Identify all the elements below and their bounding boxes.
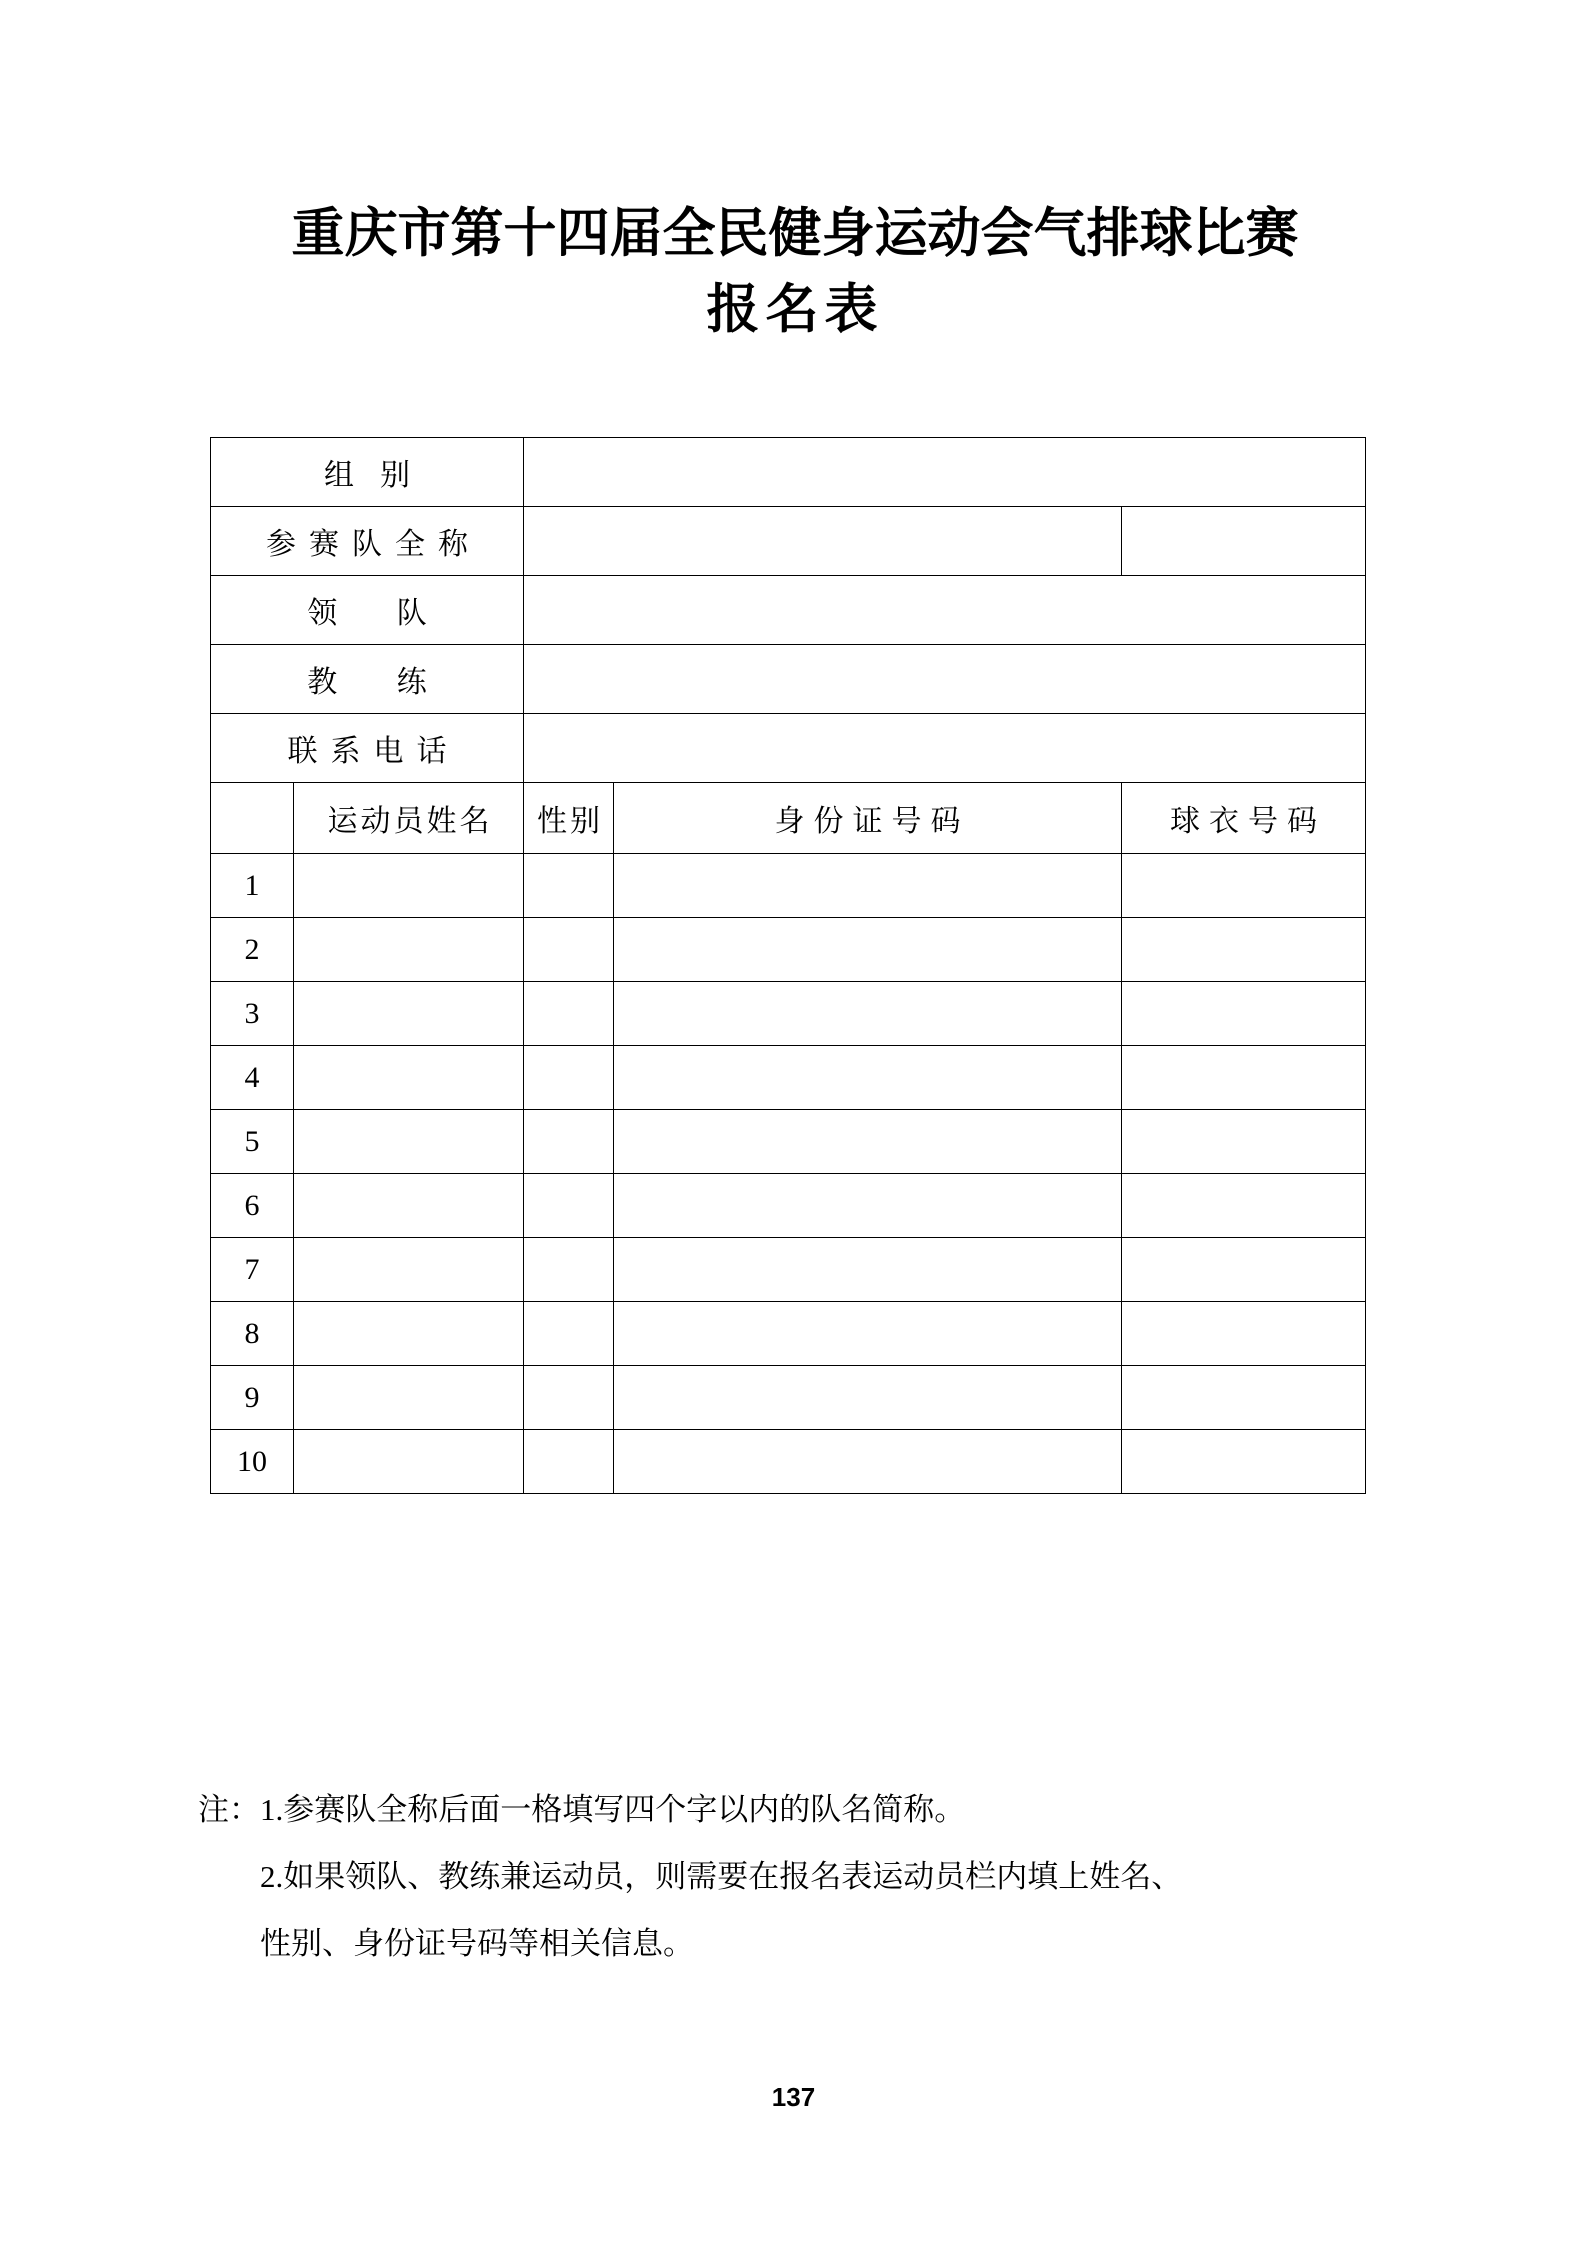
table-row (211, 918, 1366, 982)
field-group[interactable] (524, 438, 1366, 507)
cell-id-number[interactable] (614, 854, 1122, 918)
cell-jersey-number[interactable] (1122, 1366, 1366, 1430)
cell-gender[interactable] (524, 1366, 614, 1430)
cell-athlete-name[interactable] (294, 918, 524, 982)
cell-id-number[interactable] (614, 918, 1122, 982)
cell-athlete-name[interactable] (294, 982, 524, 1046)
cell-index: 9 (211, 1366, 294, 1430)
header-athlete-name: 运动员姓名 (294, 783, 524, 854)
cell-gender[interactable] (524, 1430, 614, 1494)
registration-form-table (210, 437, 1366, 1494)
cell-gender[interactable] (524, 1174, 614, 1238)
cell-index: 2 (211, 918, 294, 982)
note-line-2: 2.如果领队、教练兼运动员，则需要在报名表运动员栏内填上姓名、 (260, 1859, 1183, 1894)
cell-gender[interactable] (524, 1302, 614, 1366)
page-title (150, 196, 1440, 348)
cell-athlete-name[interactable] (294, 1430, 524, 1494)
note-line-1: 注：1.参赛队全称后面一格填写四个字以内的队名简称。 (198, 1792, 966, 1827)
table-row (211, 1366, 1366, 1430)
table-row (211, 1430, 1366, 1494)
cell-jersey-number[interactable] (1122, 854, 1366, 918)
cell-index: 10 (211, 1430, 294, 1494)
title-line-2: 报名表 (706, 281, 884, 339)
cell-jersey-number[interactable] (1122, 1302, 1366, 1366)
cell-gender[interactable] (524, 1046, 614, 1110)
form-row-team-leader (211, 576, 1366, 645)
title-line-1: 重庆市第十四届全民健身运动会气排球比赛 (291, 205, 1299, 263)
cell-jersey-number[interactable] (1122, 1174, 1366, 1238)
field-team-leader[interactable] (524, 576, 1366, 645)
table-row (211, 982, 1366, 1046)
cell-index: 3 (211, 982, 294, 1046)
header-jersey-number: 球衣号码 (1122, 783, 1366, 854)
cell-athlete-name[interactable] (294, 1238, 524, 1302)
table-row (211, 1302, 1366, 1366)
note-line-3: 性别、身份证号码等相关信息。 (260, 1926, 694, 1961)
cell-jersey-number[interactable] (1122, 1430, 1366, 1494)
cell-gender[interactable] (524, 982, 614, 1046)
cell-id-number[interactable] (614, 982, 1122, 1046)
cell-athlete-name[interactable] (294, 1302, 524, 1366)
field-contact-phone[interactable] (524, 714, 1366, 783)
cell-index: 7 (211, 1238, 294, 1302)
cell-jersey-number[interactable] (1122, 918, 1366, 982)
field-team-full-name[interactable] (524, 507, 1122, 576)
cell-index: 4 (211, 1046, 294, 1110)
table-row (211, 1174, 1366, 1238)
cell-id-number[interactable] (614, 1366, 1122, 1430)
cell-id-number[interactable] (614, 1302, 1122, 1366)
cell-gender[interactable] (524, 1110, 614, 1174)
table-row (211, 854, 1366, 918)
cell-gender[interactable] (524, 854, 614, 918)
cell-index: 8 (211, 1302, 294, 1366)
form-row-team-full-name (211, 507, 1366, 576)
notes-section (198, 1776, 1448, 1977)
cell-athlete-name[interactable] (294, 854, 524, 918)
cell-gender[interactable] (524, 918, 614, 982)
cell-athlete-name[interactable] (294, 1046, 524, 1110)
form-row-coach (211, 645, 1366, 714)
cell-id-number[interactable] (614, 1430, 1122, 1494)
header-id-number: 身份证号码 (614, 783, 1122, 854)
cell-id-number[interactable] (614, 1238, 1122, 1302)
label-team-full-name: 参赛队全称 (211, 507, 524, 576)
cell-index: 5 (211, 1110, 294, 1174)
form-row-group (211, 438, 1366, 507)
table-row (211, 1110, 1366, 1174)
cell-index: 1 (211, 854, 294, 918)
cell-jersey-number[interactable] (1122, 1110, 1366, 1174)
label-coach: 教 练 (211, 645, 524, 714)
table-row (211, 1238, 1366, 1302)
cell-athlete-name[interactable] (294, 1366, 524, 1430)
table-row (211, 1046, 1366, 1110)
page-number: 137 (771, 2082, 816, 2112)
label-contact-phone: 联系电话 (211, 714, 524, 783)
form-row-contact-phone (211, 714, 1366, 783)
cell-jersey-number[interactable] (1122, 1238, 1366, 1302)
field-coach[interactable] (524, 645, 1366, 714)
cell-index: 6 (211, 1174, 294, 1238)
cell-athlete-name[interactable] (294, 1110, 524, 1174)
cell-id-number[interactable] (614, 1174, 1122, 1238)
cell-id-number[interactable] (614, 1046, 1122, 1110)
label-team-leader: 领 队 (211, 576, 524, 645)
cell-id-number[interactable] (614, 1110, 1122, 1174)
cell-gender[interactable] (524, 1238, 614, 1302)
cell-jersey-number[interactable] (1122, 1046, 1366, 1110)
cell-jersey-number[interactable] (1122, 982, 1366, 1046)
header-index (211, 783, 294, 854)
label-group: 组别 (211, 438, 524, 507)
athlete-table-header (211, 783, 1366, 854)
cell-athlete-name[interactable] (294, 1174, 524, 1238)
field-team-short-name[interactable] (1122, 507, 1366, 576)
header-gender: 性别 (524, 783, 614, 854)
